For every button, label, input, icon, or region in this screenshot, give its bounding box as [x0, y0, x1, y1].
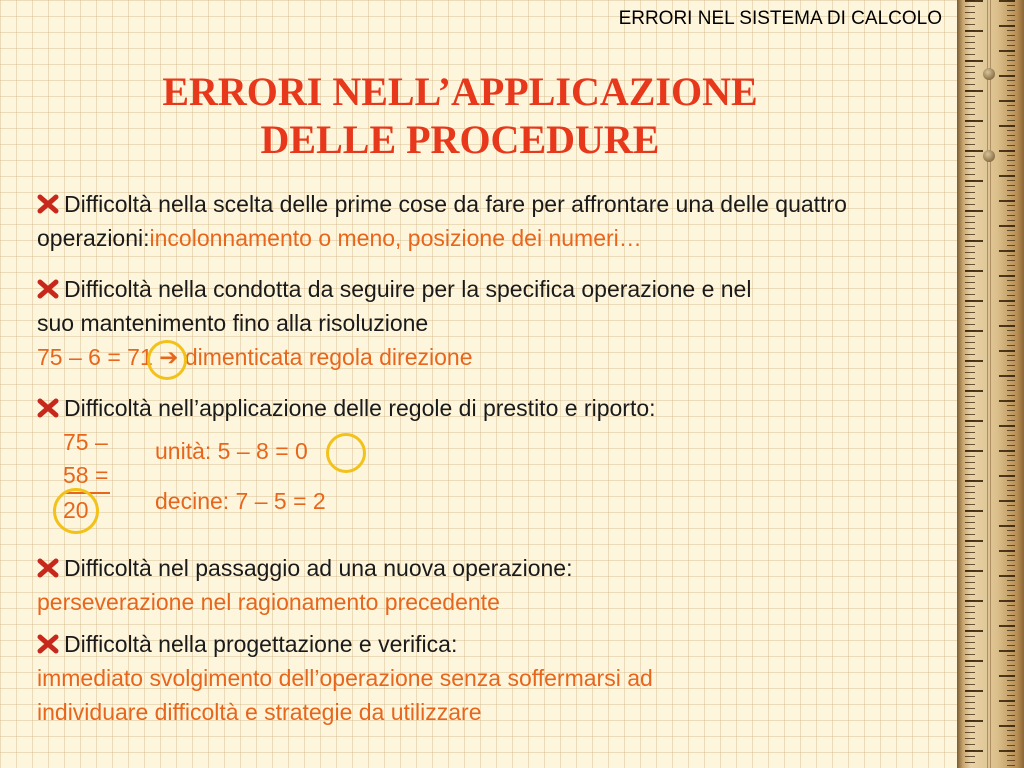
- bullet-5-highlight-1: immediato svolgimento dell’operazione senza soffermarsi ad: [37, 665, 653, 691]
- x-mark-icon: [37, 279, 59, 299]
- bullet-2-line1: Difficoltà nella condotta da seguire per la specifica operazione e nel: [64, 276, 752, 302]
- units-calc: unità: 5 – 8 = 0: [155, 438, 308, 464]
- bullet-4-highlight: perseverazione nel ragionamento precedente: [37, 589, 500, 615]
- bullet-2-example: 75 – 6 = 71: [37, 344, 153, 370]
- ruler-decoration: [957, 0, 1024, 768]
- x-mark-icon: [37, 558, 59, 578]
- bullet-1: [37, 187, 952, 255]
- bullet-3-text: Difficoltà nell’applicazione delle regole di prestito e riporto:: [64, 395, 656, 421]
- bullet-5-text: Difficoltà nella progettazione e verifica:: [64, 631, 458, 657]
- slide-title-line2: DELLE PROCEDURE: [260, 117, 660, 162]
- bullet-2-line2: suo mantenimento fino alla risoluzione: [37, 310, 429, 336]
- col-mid: 58 =: [63, 462, 109, 488]
- bullet-2-note: dimenticata regola direzione: [184, 344, 473, 370]
- x-mark-icon: [37, 634, 59, 654]
- col-top: 75 –: [63, 429, 108, 455]
- bullet-5-highlight-2: individuare difficoltà e strategie da utilizzare: [37, 699, 482, 725]
- bullet-5: [37, 627, 952, 729]
- x-mark-icon: [37, 398, 59, 418]
- slide-title: [60, 68, 860, 164]
- bullet-4: [37, 551, 952, 619]
- bullet-3: [37, 391, 952, 425]
- slide-title-line1: ERRORI NELL’APPLICAZIONE: [162, 69, 758, 114]
- header-title: ERRORI NEL SISTEMA DI CALCOLO: [618, 8, 942, 29]
- tens-calc: decine: 7 – 5 = 2: [155, 488, 326, 514]
- bullet-1-text: Difficoltà nella scelta delle prime cose da fare per affrontare una delle quattro operazioni:: [37, 191, 847, 251]
- bullet-1-highlight: incolonnamento o meno, posizione dei numeri…: [149, 225, 642, 251]
- bullet-4-text: Difficoltà nel passaggio ad una nuova operazione:: [64, 555, 573, 581]
- highlight-circle: [326, 433, 366, 473]
- col-result: 20: [63, 492, 110, 527]
- arrow-right-icon: ➔: [159, 344, 179, 370]
- highlight-circle: [147, 340, 187, 380]
- x-mark-icon: [37, 194, 59, 214]
- highlight-circle: [53, 488, 99, 534]
